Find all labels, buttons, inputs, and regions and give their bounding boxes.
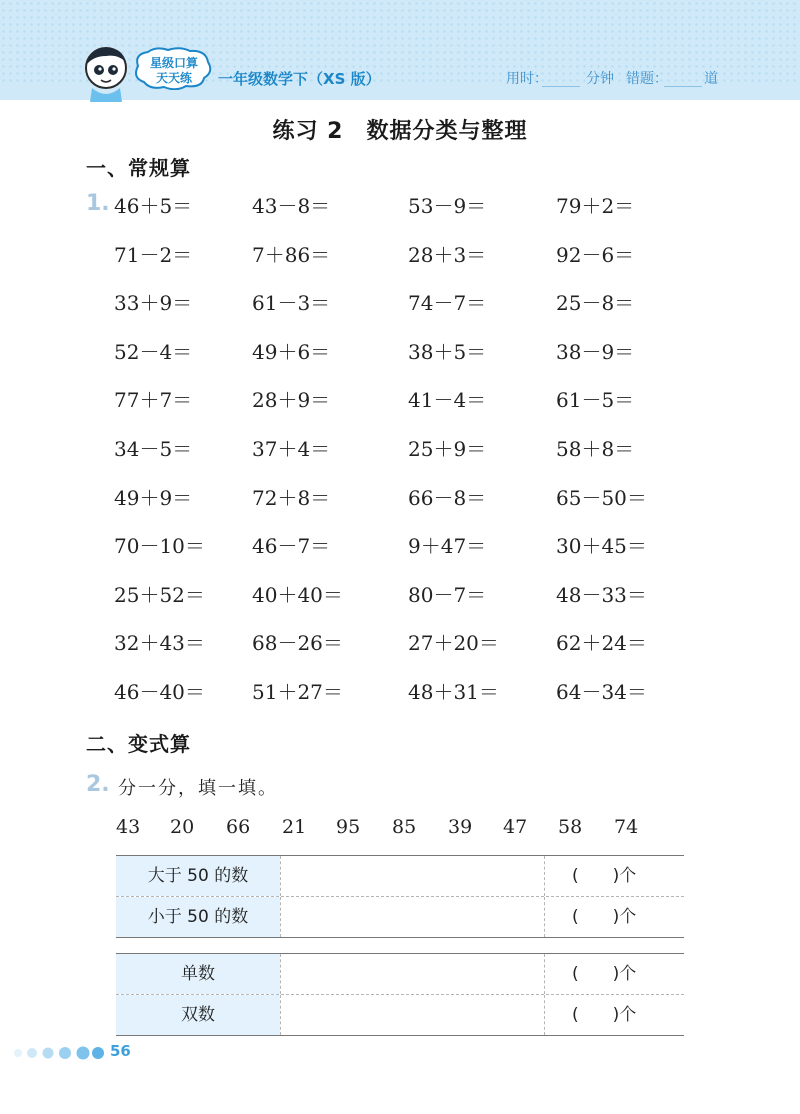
number-item: 39 xyxy=(448,816,473,838)
divider xyxy=(544,856,545,896)
section-1-title: 一、常规算 xyxy=(86,156,191,180)
equation-item[interactable]: 58＋8＝ xyxy=(556,437,635,461)
equation-item[interactable]: 28＋9＝ xyxy=(252,388,331,413)
count-blank[interactable]: ( )个 xyxy=(572,866,637,886)
equation-item[interactable]: 37＋4＝ xyxy=(252,437,331,461)
logo-text-line1: 星级口算 xyxy=(149,56,198,70)
equation-item[interactable]: 66－8＝ xyxy=(408,485,487,510)
number-item: 21 xyxy=(282,816,307,838)
count-blank[interactable]: ( )个 xyxy=(572,907,637,927)
number-item: 43 xyxy=(116,816,141,838)
equation-item[interactable]: 62＋24＝ xyxy=(556,631,647,656)
page-number: 56 xyxy=(110,1042,131,1060)
row-label: 小于 50 的数 xyxy=(116,897,280,937)
equation-item[interactable]: 9＋47＝ xyxy=(408,534,487,559)
number-item: 47 xyxy=(503,816,528,838)
equation-item[interactable]: 46－7＝ xyxy=(252,534,331,559)
equation-item[interactable]: 64－34＝ xyxy=(556,680,647,704)
question-2-number: 2. xyxy=(86,772,110,797)
count-blank[interactable]: ( )个 xyxy=(572,964,637,984)
table-1-row-greater xyxy=(116,856,684,896)
equation-item[interactable]: 72＋8＝ xyxy=(252,485,331,510)
book-title: 一年级数学下（XS 版） xyxy=(218,70,381,88)
equation-item[interactable]: 80－7＝ xyxy=(408,582,487,607)
equation-item[interactable]: 74－7＝ xyxy=(408,291,487,316)
equation-item[interactable]: 28＋3＝ xyxy=(408,242,487,267)
equation-item[interactable]: 46－40＝ xyxy=(114,680,205,704)
table-2-row-odd xyxy=(116,954,684,994)
equation-item[interactable]: 25＋9＝ xyxy=(408,437,487,461)
row-label: 大于 50 的数 xyxy=(116,856,280,896)
time-label: 用时： xyxy=(506,71,548,87)
time-blank xyxy=(542,86,580,87)
footer-dots-decoration xyxy=(12,1046,104,1060)
equation-item[interactable]: 46＋5＝ xyxy=(114,194,193,218)
question-2-instruction: 分一分，填一填。 xyxy=(118,778,278,799)
answer-cell[interactable] xyxy=(281,856,544,896)
equation-item[interactable]: 33＋9＝ xyxy=(114,291,193,316)
table-1-row-less xyxy=(116,897,684,937)
equation-item[interactable]: 51＋27＝ xyxy=(252,680,343,704)
answer-cell[interactable] xyxy=(281,897,544,937)
equation-item[interactable]: 79＋2＝ xyxy=(556,194,635,218)
table-1-bottom-border xyxy=(116,937,684,938)
number-item: 74 xyxy=(614,816,639,838)
equation-item[interactable]: 49＋6＝ xyxy=(252,339,331,364)
equation-item[interactable]: 34－5＝ xyxy=(114,437,193,461)
row-label: 单数 xyxy=(116,954,280,994)
equation-item[interactable]: 32＋43＝ xyxy=(114,631,205,656)
equation-item[interactable]: 27＋20＝ xyxy=(408,631,499,656)
equation-item[interactable]: 53－9＝ xyxy=(408,194,487,218)
row-label: 双数 xyxy=(116,995,280,1035)
count-blank[interactable]: ( )个 xyxy=(572,1005,637,1025)
answer-cell[interactable] xyxy=(281,995,544,1035)
divider xyxy=(544,954,545,994)
section-2-title: 二、变式算 xyxy=(86,732,191,756)
equation-item[interactable]: 25＋52＝ xyxy=(114,582,205,607)
table-2-row-even xyxy=(116,995,684,1035)
equation-item[interactable]: 71－2＝ xyxy=(114,242,193,267)
mascot-icon xyxy=(78,42,140,104)
equation-item[interactable]: 77＋7＝ xyxy=(114,388,193,413)
number-item: 85 xyxy=(392,816,417,838)
equation-item[interactable]: 61－5＝ xyxy=(556,388,635,413)
equation-item[interactable]: 25－8＝ xyxy=(556,291,635,316)
equation-item[interactable]: 61－3＝ xyxy=(252,291,331,316)
equation-item[interactable]: 70－10＝ xyxy=(114,534,205,559)
table-2-bottom-border xyxy=(116,1035,684,1036)
number-item: 20 xyxy=(170,816,195,838)
equation-item[interactable]: 92－6＝ xyxy=(556,242,635,267)
classification-table-2 xyxy=(116,953,684,1035)
errors-unit: 道 xyxy=(704,71,718,87)
time-unit: 分钟 xyxy=(586,71,614,87)
answer-cell[interactable] xyxy=(281,954,544,994)
equation-item[interactable]: 48＋31＝ xyxy=(408,680,499,704)
equation-item[interactable]: 30＋45＝ xyxy=(556,534,647,559)
divider xyxy=(544,897,545,937)
equation-item[interactable]: 38－9＝ xyxy=(556,339,635,364)
logo-text-line2: 天天练 xyxy=(155,71,192,85)
equation-item[interactable]: 43－8＝ xyxy=(252,194,331,218)
errors-blank xyxy=(664,86,702,87)
equation-item[interactable]: 52－4＝ xyxy=(114,339,193,364)
equation-item[interactable]: 41－4＝ xyxy=(408,388,487,413)
question-1-number: 1. xyxy=(86,191,110,216)
errors-label: 错题： xyxy=(626,71,668,87)
equation-item[interactable]: 65－50＝ xyxy=(556,485,647,510)
number-item: 66 xyxy=(226,816,251,838)
equation-item[interactable]: 38＋5＝ xyxy=(408,339,487,364)
classification-table-1 xyxy=(116,855,684,937)
equation-item[interactable]: 48－33＝ xyxy=(556,582,647,607)
equation-item[interactable]: 40＋40＝ xyxy=(252,582,343,607)
number-item: 95 xyxy=(336,816,361,838)
divider xyxy=(544,995,545,1035)
page-title: 练习 2 数据分类与整理 xyxy=(272,119,528,144)
equation-item[interactable]: 49＋9＝ xyxy=(114,485,193,510)
equation-item[interactable]: 7＋86＝ xyxy=(252,242,331,267)
number-item: 58 xyxy=(558,816,583,838)
equation-item[interactable]: 68－26＝ xyxy=(252,631,343,656)
